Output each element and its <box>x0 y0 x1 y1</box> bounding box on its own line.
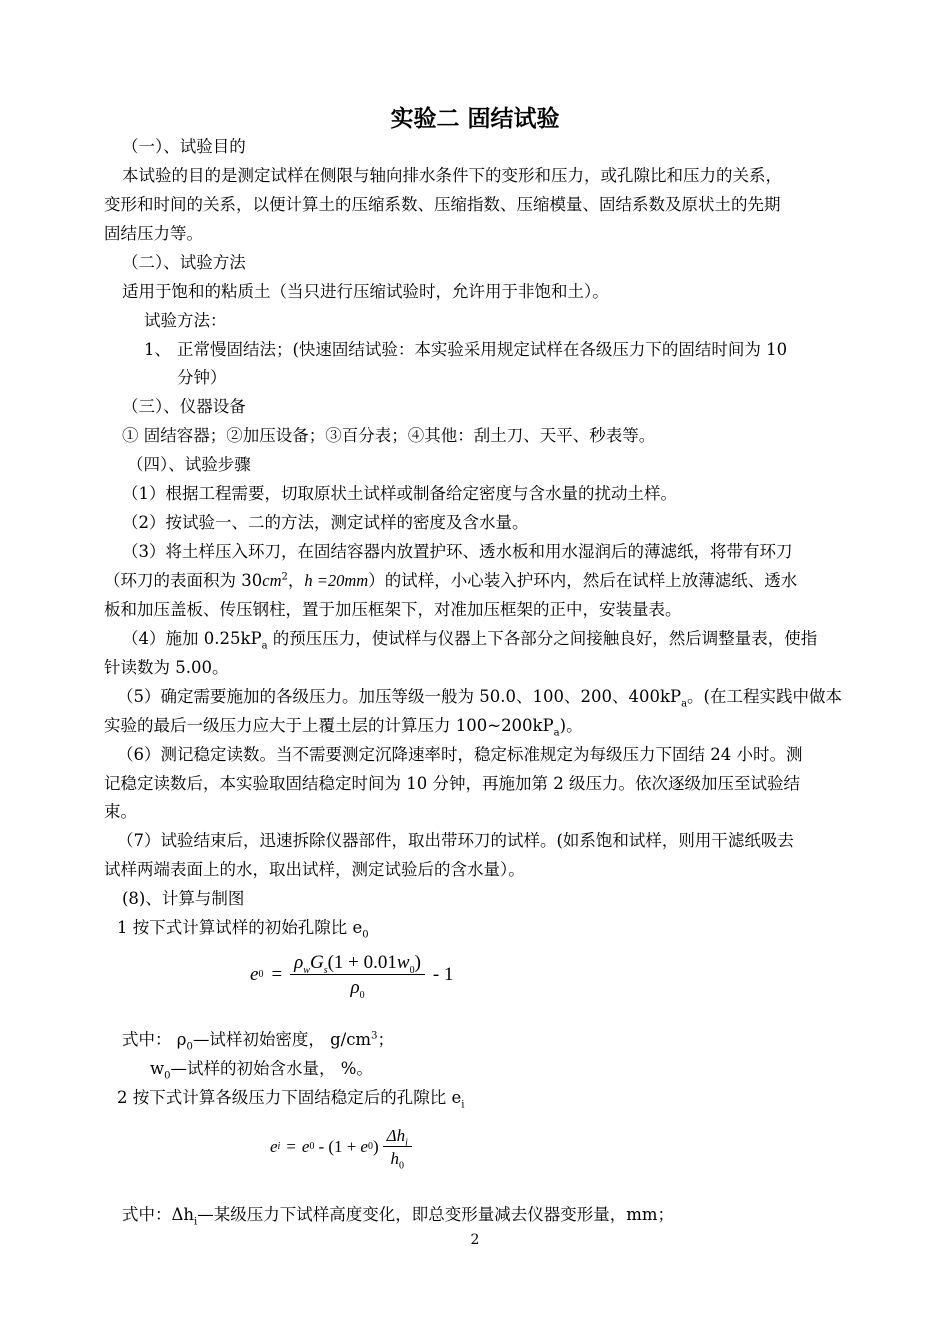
list-item-text: 正常慢固结法；(快速固结试验：本实验采用规定试样在各级压力下的固结时间为 10 <box>177 340 788 359</box>
paragraph-line: 适用于饱和的粘质土（当只进行压缩试验时，允许用于非饱和土）。 <box>122 282 609 301</box>
section-heading-method: （二）、试验方法 <box>122 253 246 272</box>
text-span: 式中： ρ <box>122 1030 187 1049</box>
height-expression: h =20mm <box>304 571 369 590</box>
formula-symbol: G <box>309 951 324 973</box>
step-3-line: 板和加压盖板、传压钢柱，置于加压框架下，对准加压框架的正中，安装量表。 <box>104 600 682 619</box>
text-span: )。 <box>559 716 583 735</box>
formula-legend-line <box>150 1054 373 1083</box>
text-span: 2 按下式计算各级压力下固结稳定后的孔隙比 e <box>117 1088 462 1107</box>
step-4-line: 针读数为 5.00。 <box>104 658 229 677</box>
paragraph-line: 本试验的目的是测定试样在侧限与轴向排水条件下的变形和压力，或孔隙比和压力的关系， <box>122 166 782 185</box>
text-span: —某级压力下试样高度变化，即总变形量减去仪器变形量，mm； <box>197 1205 675 1224</box>
step-6-line: 记稳定读数后，本实验取固结稳定时间为 10 分钟，再施加第 2 级压力。依次逐级加压至试验结 <box>104 774 800 793</box>
calc-1 <box>117 913 369 942</box>
text-span: —试样的初始含水量， %。 <box>170 1059 373 1078</box>
text-span: ）的试样，小心装入护环内，然后在试样上放薄滤纸、透水 <box>368 571 798 590</box>
formula-symbol: e <box>250 964 259 985</box>
formula-legend-line <box>122 1200 674 1229</box>
text-span: 1 按下式计算试样的初始孔隙比 e <box>117 918 363 937</box>
step-2: （2）按试验一、二的方法，测定试样的密度及含水量。 <box>122 513 529 532</box>
section-heading-steps: （四）、试验步骤 <box>127 455 251 474</box>
subscript: w <box>303 964 310 976</box>
fraction-denominator <box>290 975 425 999</box>
fraction <box>290 952 425 999</box>
calc-2 <box>117 1083 464 1112</box>
formula-text: ) <box>414 951 421 973</box>
formula-text: - (1 + <box>318 1137 357 1156</box>
equals-sign: = <box>286 1137 296 1156</box>
paragraph-line: 试验方法： <box>144 311 227 330</box>
section-heading-purpose: （一）、试验目的 <box>122 137 246 156</box>
text-span: —试样初始密度， g/cm <box>192 1030 372 1049</box>
formula-symbol: ρ <box>350 976 360 998</box>
text-span: （4）施加 0.25kP <box>122 629 262 648</box>
subscript: 0 <box>409 964 415 976</box>
formula-legend-line <box>122 1025 394 1054</box>
step-5-line <box>117 682 842 711</box>
subscript: i <box>194 1216 198 1228</box>
subscript: 0 <box>186 1041 193 1053</box>
text-span: 式中：Δh <box>122 1205 195 1224</box>
paragraph-line: ① 固结容器；②加压设备；③百分表；④其他：刮土刀、天平、秒表等。 <box>122 426 656 445</box>
formula-symbol: e <box>360 1137 368 1156</box>
formula-symbol: e <box>270 1137 278 1156</box>
page-title: 实验二 固结试验 <box>390 106 560 132</box>
step-6-line: 束。 <box>104 802 137 821</box>
page-number: 2 <box>470 1232 480 1248</box>
subscript: a <box>681 698 688 710</box>
formula-symbol: Δh <box>386 1125 406 1145</box>
step-6-line: （6）测记稳定读数。当不需要测定沉降速率时，稳定标准规定为每级压力下固结 24 小时。测 <box>117 745 803 764</box>
formula-symbol: h <box>390 1148 399 1168</box>
formula-symbol: w <box>396 951 410 973</box>
paragraph-line: 固结压力等。 <box>104 224 203 243</box>
equals-sign: = <box>271 964 283 985</box>
superscript: 2 <box>281 571 288 583</box>
text-span: 的预压压力，使试样与仪器上下各部分之间接触良好，然后调整量表，使指 <box>267 629 818 648</box>
subscript: 0 <box>398 1159 404 1171</box>
subscript: i <box>461 1099 465 1111</box>
list-item-number: 1、 <box>144 340 171 359</box>
text-span: （5）确定需要施加的各级压力。加压等级一般为 50.0、100、200、400kP <box>117 687 682 706</box>
subscript: 0 <box>359 989 365 1001</box>
formula-symbol: ρ <box>294 951 304 973</box>
text-span: ； <box>377 1030 394 1049</box>
step-7-line: 试样两端表面上的水，取出试样，测定试验后的含水量）。 <box>104 860 525 879</box>
subscript: a <box>553 727 560 739</box>
paragraph-line: 变形和时间的关系，以便计算土的压缩系数、压缩指数、压缩模量、固结系数及原状土的先期 <box>104 195 781 214</box>
text-span: ， <box>287 571 305 590</box>
step-3-line <box>104 566 797 595</box>
text-span: 。(在工程实践中做本 <box>687 687 842 706</box>
fraction-numerator <box>383 1126 412 1147</box>
formula-void-ratio: e i = e 0 - (1 + e 0 ) $\frac{\Delta h_i}{h_0}$ <box>270 1116 412 1178</box>
subscript: s <box>323 964 328 976</box>
superscript: 3 <box>371 1030 378 1042</box>
step-4-line <box>122 624 817 653</box>
formula-symbol: e <box>301 1137 310 1156</box>
section-heading-equipment: （三）、仪器设备 <box>122 397 246 416</box>
subscript: 0 <box>362 929 369 941</box>
formula-text: - 1 <box>432 964 454 985</box>
text-span: 实验的最后一级压力应大于上覆土层的计算压力 100~200kP <box>104 716 554 735</box>
formula-initial-void-ratio: e 0 = $\frac{\rho_wG_s(1 + 0.01w_0)}{\rho_0}$ - 1 <box>250 951 454 1001</box>
step-7-line: （7）试验结束后，迅速拆除仪器部件，取出带环刀的试样。(如系饱和试样，则用干滤纸吸去 <box>117 831 794 850</box>
formula-text: ) <box>372 1137 379 1156</box>
list-item-text: 分钟） <box>177 368 227 387</box>
subscript: i <box>405 1136 408 1148</box>
text-span: w <box>150 1059 165 1078</box>
unit-cm: cm <box>262 571 282 590</box>
step-3-line: （3）将土样压入环刀，在固结容器内放置护环、透水板和用水湿润后的薄滤纸，将带有环刀 <box>122 542 793 561</box>
subscript: a <box>261 640 268 652</box>
fraction-numerator <box>290 952 425 975</box>
text-span: （环刀的表面积为 30 <box>104 571 263 590</box>
step-1: （1）根据工程需要，切取原状土试样或制备给定密度与含水量的扰动土样。 <box>122 484 677 503</box>
fraction-denominator <box>383 1147 412 1169</box>
subscript: 0 <box>164 1070 171 1082</box>
step-8-heading: (8)、计算与制图 <box>122 889 245 908</box>
formula-text: (1 + 0.01 <box>327 951 397 973</box>
fraction <box>383 1126 412 1169</box>
step-5-line <box>104 711 583 740</box>
